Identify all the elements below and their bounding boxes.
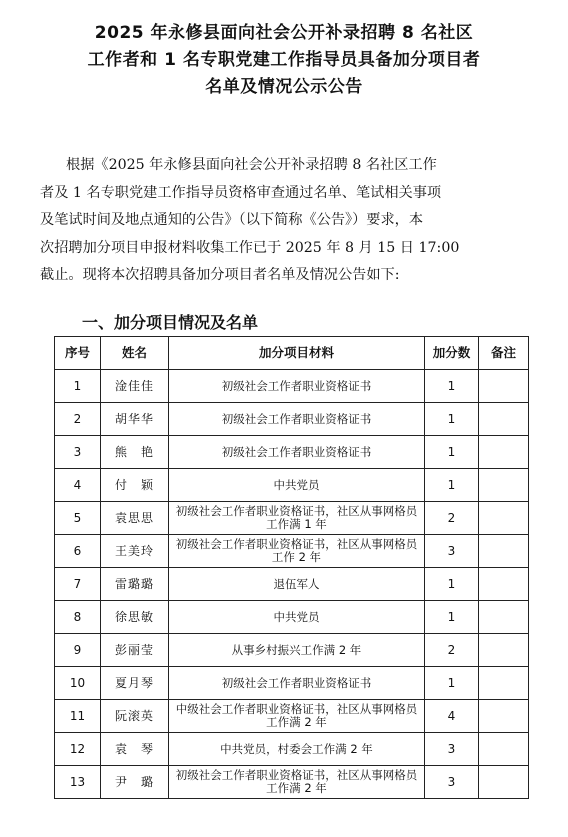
cell-remark xyxy=(479,667,529,700)
cell-name: 彭丽莹 xyxy=(101,634,169,667)
intro-line-3: 及笔试时间及地点通知的公告》（以下简称《公告》）要求，本 xyxy=(40,212,424,228)
cell-name: 袁思思 xyxy=(101,502,169,535)
cell-no: 13 xyxy=(55,766,101,799)
table-row xyxy=(55,436,529,469)
cell-score: 4 xyxy=(425,700,479,733)
cell-material: 中共党员，村委会工作满 2 年 xyxy=(169,733,425,766)
cell-name: 阮滚英 xyxy=(101,700,169,733)
cell-remark xyxy=(479,568,529,601)
header-name: 姓名 xyxy=(101,337,169,370)
cell-name: 尹 璐 xyxy=(101,766,169,799)
cell-material: 中共党员 xyxy=(169,601,425,634)
bonus-items-table xyxy=(54,336,529,799)
cell-no: 2 xyxy=(55,403,101,436)
table-row xyxy=(55,667,529,700)
cell-score: 2 xyxy=(425,634,479,667)
cell-material: 初级社会工作者职业资格证书 xyxy=(169,403,425,436)
title-line-2: 工作者和 1 名专职党建工作指导员具备加分项目者 xyxy=(87,50,481,70)
cell-no: 8 xyxy=(55,601,101,634)
cell-remark xyxy=(479,733,529,766)
title-line-1: 2025 年永修县面向社会公开补录招聘 8 名社区 xyxy=(94,23,474,43)
table-row xyxy=(55,634,529,667)
cell-material: 初级社会工作者职业资格证书 xyxy=(169,436,425,469)
cell-remark xyxy=(479,601,529,634)
cell-material: 中共党员 xyxy=(169,469,425,502)
cell-score: 1 xyxy=(425,667,479,700)
table-row xyxy=(55,700,529,733)
cell-remark xyxy=(479,766,529,799)
cell-score: 3 xyxy=(425,766,479,799)
cell-no: 12 xyxy=(55,733,101,766)
cell-material: 中级社会工作者职业资格证书，社区从事网格员工作满 2 年 xyxy=(169,700,425,733)
cell-name: 熊 艳 xyxy=(101,436,169,469)
cell-name: 付 颖 xyxy=(101,469,169,502)
table-row xyxy=(55,766,529,799)
cell-name: 雷璐璐 xyxy=(101,568,169,601)
table-row xyxy=(55,568,529,601)
cell-score: 3 xyxy=(425,733,479,766)
cell-remark xyxy=(479,700,529,733)
cell-score: 3 xyxy=(425,535,479,568)
cell-no: 10 xyxy=(55,667,101,700)
cell-no: 11 xyxy=(55,700,101,733)
cell-no: 1 xyxy=(55,370,101,403)
cell-remark xyxy=(479,634,529,667)
cell-remark xyxy=(479,370,529,403)
table-row xyxy=(55,733,529,766)
cell-material: 初级社会工作者职业资格证书，社区从事网格员工作 2 年 xyxy=(169,535,425,568)
cell-score: 1 xyxy=(425,601,479,634)
cell-material: 初级社会工作者职业资格证书 xyxy=(169,667,425,700)
intro-line-5: 截止。现将本次招聘具备加分项目者名单及情况公告如下: xyxy=(40,267,400,283)
cell-remark xyxy=(479,403,529,436)
announcement-title xyxy=(0,20,568,101)
header-no: 序号 xyxy=(55,337,101,370)
cell-name: 淦佳佳 xyxy=(101,370,169,403)
table-row xyxy=(55,535,529,568)
table-row xyxy=(55,403,529,436)
cell-no: 4 xyxy=(55,469,101,502)
cell-name: 王美玲 xyxy=(101,535,169,568)
header-material: 加分项目材料 xyxy=(169,337,425,370)
cell-score: 1 xyxy=(425,370,479,403)
table-row xyxy=(55,469,529,502)
table-header-row xyxy=(55,337,529,370)
cell-remark xyxy=(479,502,529,535)
cell-score: 1 xyxy=(425,403,479,436)
cell-no: 6 xyxy=(55,535,101,568)
intro-line-4: 次招聘加分项目申报材料收集工作已于 2025 年 8 月 15 日 17:00 xyxy=(40,239,460,256)
cell-name: 袁 琴 xyxy=(101,733,169,766)
cell-material: 退伍军人 xyxy=(169,568,425,601)
cell-name: 胡华华 xyxy=(101,403,169,436)
cell-score: 1 xyxy=(425,568,479,601)
table-row xyxy=(55,601,529,634)
cell-remark xyxy=(479,436,529,469)
table-row xyxy=(55,502,529,535)
intro-line-1: 根据《2025 年永修县面向社会公开补录招聘 8 名社区工作 xyxy=(66,157,437,173)
table-row xyxy=(55,370,529,403)
section-heading: 一、加分项目情况及名单 xyxy=(82,313,259,332)
cell-remark xyxy=(479,535,529,568)
intro-paragraph xyxy=(40,152,540,290)
cell-name: 夏月琴 xyxy=(101,667,169,700)
cell-score: 1 xyxy=(425,469,479,502)
cell-material: 初级社会工作者职业资格证书，社区从事网格员工作满 2 年 xyxy=(169,766,425,799)
cell-material: 初级社会工作者职业资格证书 xyxy=(169,370,425,403)
header-score: 加分数 xyxy=(425,337,479,370)
cell-name: 徐思敏 xyxy=(101,601,169,634)
cell-no: 5 xyxy=(55,502,101,535)
cell-material: 初级社会工作者职业资格证书，社区从事网格员工作满 1 年 xyxy=(169,502,425,535)
cell-no: 9 xyxy=(55,634,101,667)
header-remark: 备注 xyxy=(479,337,529,370)
intro-line-2: 者及 1 名专职党建工作指导员资格审查通过名单、笔试相关事项 xyxy=(40,184,442,201)
cell-score: 2 xyxy=(425,502,479,535)
cell-material: 从事乡村振兴工作满 2 年 xyxy=(169,634,425,667)
cell-remark xyxy=(479,469,529,502)
cell-score: 1 xyxy=(425,436,479,469)
cell-no: 7 xyxy=(55,568,101,601)
cell-no: 3 xyxy=(55,436,101,469)
title-line-3: 名单及情况公示公告 xyxy=(205,77,363,97)
